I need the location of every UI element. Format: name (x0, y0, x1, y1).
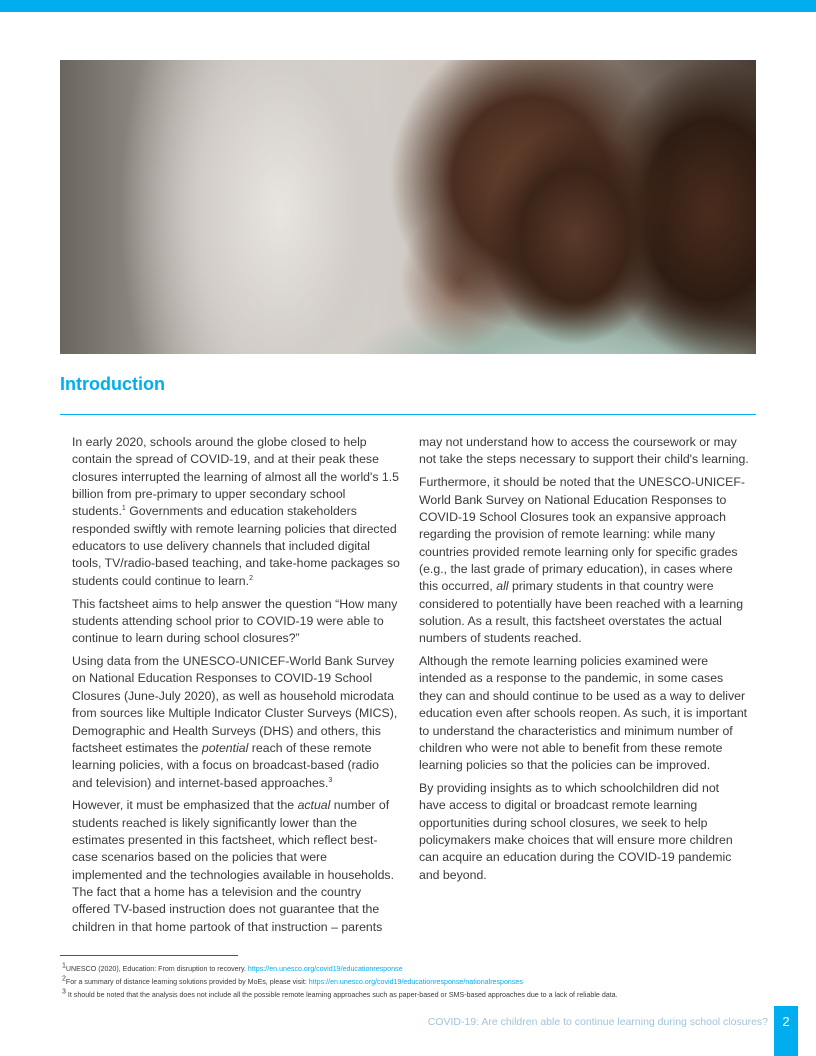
section-title: Introduction (60, 374, 165, 394)
right-column (419, 434, 749, 890)
right-paragraph-3: Although the remote learning policies examined were intended as a response to the pandemic, in some cases they can and should continue to be used as a way to deliver education even after schools reopen. As such, it is important to understand the characteristics and minimum number of children who were not able to benefit from these remote learning policies so that the policies can be improved. (419, 654, 748, 773)
right-paragraph-2: Furthermore, it should be noted that the UNESCO-UNICEF-World Bank Survey on National Education Responses to COVID-19 School Closures took an expansive approach regarding the provision of remote learning: while many countries provided remote learning only for specific grades (e.g., the last grade of primary education), in cases where this occurred, all primary students in that country were considered to potentially have been reached with a learning solution. As a result, this factsheet overstates the actual numbers of students reached. (419, 475, 745, 646)
footnote-ref-2[interactable]: 2 (249, 574, 253, 582)
right-paragraph-1: may not understand how to access the coursework or may not take the steps necessary to support their child's learning. (419, 435, 749, 467)
top-accent-bar (0, 0, 816, 12)
page-number: 2 (774, 1006, 798, 1056)
footnote-2: $^2$For a summary of distance learning solutions provided by MoEs, please visit: https://en.unesco.org/covid19/educationresponse/nationalresponses (62, 975, 523, 986)
title-divider (60, 414, 756, 415)
footnote-divider (60, 955, 238, 956)
left-paragraph-1: In early 2020, schools around the globe closed to help contain the spread of COVID-19, and at their peak these closures interrupted the learning of almost all the world's 1.5 billion from pre-primary to upper secondary school students.$^1$ Governments and education stakeholders responded swiftly with remote learning policies that directed educators to use delivery channels that included digital tools, TV/radio-based teaching, and take-home packages so students could continue to learn.$^2$ (72, 435, 400, 588)
footnote-1-link[interactable]: https://en.unesco.org/covid19/educationresponse (247, 965, 403, 973)
footnote-ref-1[interactable]: 1 (121, 505, 126, 513)
footnotes (62, 963, 762, 1002)
footer-title: COVID-19: Are children able to continue learning during school closures? (427, 1016, 768, 1028)
footnote-ref-3[interactable]: 3 (328, 776, 333, 784)
footnote-1: $^1$UNESCO (2020), Education: From disruption to recovery. https://en.unesco.org/covid19/educationresponse (62, 962, 403, 973)
right-paragraph-4: By providing insights as to which schoolchildren did not have access to digital or broadcast remote learning opportunities during school closures, we seek to help policymakers make choices that will ensure more children can acquire an education during the COVID-19 pandemic and beyond. (419, 781, 733, 882)
hero-photo (60, 60, 756, 354)
left-paragraph-3: Using data from the UNESCO-UNICEF-World Bank Survey on National Education Responses to COVID-19 School Closures (June-July 2020), as well as household microdata from sources like Multiple Indicator Cluster Surveys (MICS), Demographic and Health Surveys (DHS) and others, this factsheet estimates the potential reach of these remote learning policies, with a focus on broadcast-based (radio and television) and internet-based approaches.$^3$ (72, 654, 398, 790)
footnote-2-link[interactable]: https://en.unesco.org/covid19/educationresponse/nationalresponses (308, 978, 523, 986)
left-paragraph-4: However, it must be emphasized that the actual number of students reached is likely significantly lower than the estimates presented in this factsheet, which reflect best-case scenarios based on the policies that were implemented and the technologies available in households. The fact that a home has a television and the country offered TV-based instruction does not guarantee that the children in that home partook of that instruction – parents (72, 798, 394, 934)
left-column (72, 434, 400, 942)
left-paragraph-2: This factsheet aims to help answer the question “How many students attending school prior to COVID-19 were able to continue to learn during school closures?” (72, 596, 398, 646)
footnote-3: $^3$ It should be noted that the analysis does not include all the possible remote learning approaches such as paper-based or SMS-based approaches due to a lack of reliable data. (62, 988, 618, 999)
